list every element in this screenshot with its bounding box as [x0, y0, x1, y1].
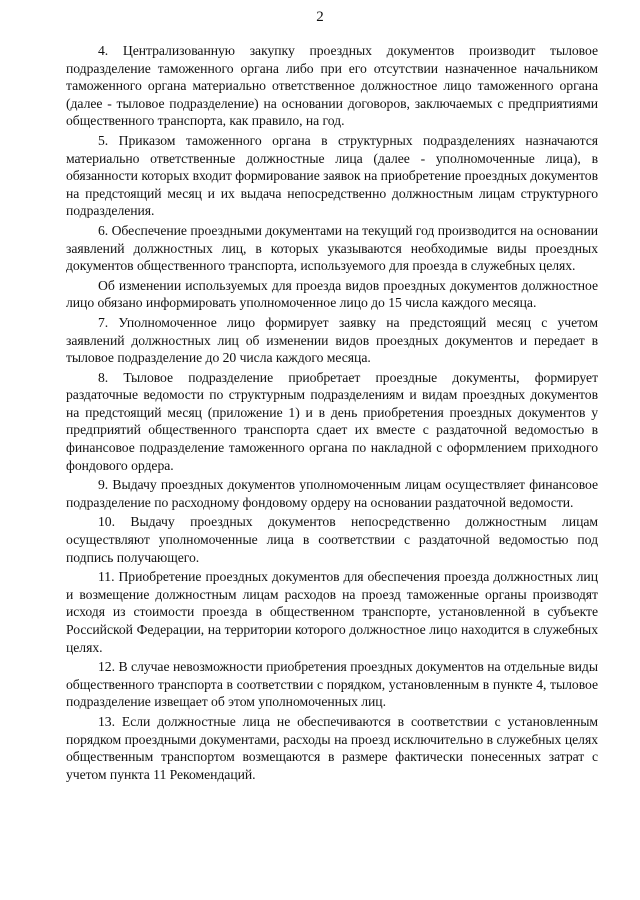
paragraph-item-10: 10. Выдачу проездных документов непосредственно должностным лицам осуществляют уполномоченные лица в соответствии с раздаточной ведомостью под подпись получающего. [66, 514, 598, 565]
paragraph-item-6: 6. Обеспечение проездными документами на текущий год производится на основании заявлений должностных лиц, в которых указываются необходимые виды проездных документов общественного транспорта, используемого для проезда в служебных целях. [66, 222, 598, 274]
paragraph-item-9: 9. Выдачу проездных документов уполномоченным лицам осуществляет финансовое подразделение по расходному фондовому ордеру на основании раздаточной ведомости. [66, 477, 598, 510]
paragraph-item-4: 4. Централизованную закупку проездных документов производит тыловое подразделение таможенного органа либо при его отсутствии назначенное начальником таможенного органа материально ответственное должностное лицо таможенного органа (далее - тыловое подразделение) на основании договоров, заключаемых с предприятиями общественного транспорта, как правило, на год. [66, 43, 598, 129]
paragraph-item-8: 8. Тыловое подразделение приобретает проездные документы, формирует раздаточные ведомости по структурным подразделениям и видам проездных документов на предстоящий месяц (приложение 1) и в день приобретения проездных документов у предприятий общественного транспорта сдает их вместе с раздаточной ведомостью в финансовое подразделение таможенного органа по накладной с оформлением приходного фондового ордера. [66, 369, 598, 473]
paragraph-item-7: 7. Уполномоченное лицо формирует заявку на предстоящий месяц с учетом заявлений должностных лиц об изменении видов проездных документов и передает в тыловое подразделение до 20 числа каждого месяца. [66, 314, 598, 366]
paragraph-item-12: 12. В случае невозможности приобретения проездных документов на отдельные виды общественного транспорта в соответствии с порядком, установленным в пункте 4, тыловое подразделение извещает об этом уполномоченных лиц. [66, 659, 598, 710]
document-body [66, 42, 598, 785]
page-number: 2 [316, 9, 324, 25]
paragraph-item-5: 5. Приказом таможенного органа в структурных подразделениях назначаются материально ответственные должностные лица (далее - уполномоченные лица), в обязанности которых входит формирование заявок на приобретение проездных документов на предстоящий месяц и их выдача непосредственно должностным лицам структурного подразделения. [66, 132, 598, 219]
paragraph-item-6-continuation: Об изменении используемых для проезда видов проездных документов должностное лицо обязано информировать уполномоченное лицо до 15 числа каждого месяца. [66, 277, 598, 311]
paragraph-item-13: 13. Если должностные лица не обеспечиваются в соответствии с установленным порядком проездными документами, расходы на проезд исключительно в служебных целях общественным транспортом возмещаются в размере фактически понесенных затрат с учетом пункта 11 Рекомендаций. [66, 713, 598, 782]
paragraph-item-11: 11. Приобретение проездных документов для обеспечения проезда должностных лиц и возмещение должностным лицам расходов на проезд таможенные органы производят исходя из стоимости проезда в общественном транспорте, установленной в субъекте Российской Федерации, на территории которого должностное лицо находится в служебных целях. [66, 569, 598, 655]
